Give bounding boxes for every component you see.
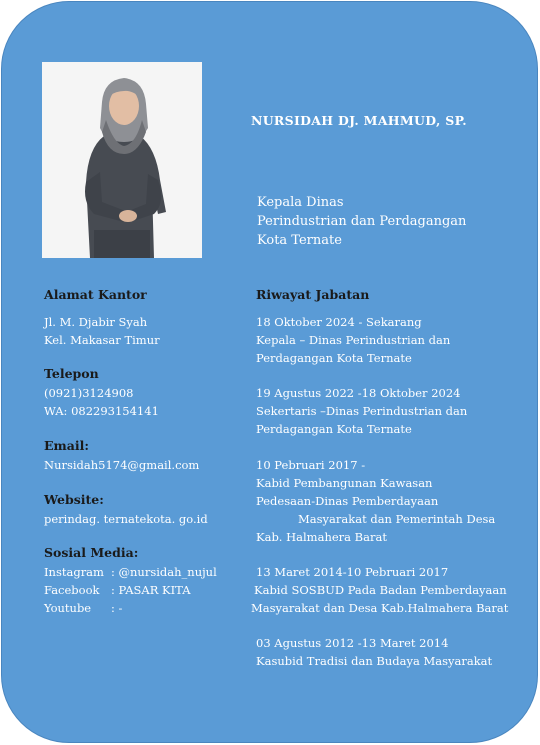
career-entry-line: Sekertaris –Dinas Perindustrian dan: [256, 404, 468, 418]
social-youtube-label: Youtube: [44, 601, 92, 615]
career-entry-line: Kasubid Tradisi dan Budaya Masyarakat: [256, 654, 493, 668]
career-entry-line: Masyarakat dan Desa Kab.Halmahera Barat: [251, 601, 509, 615]
career-entry-line: Perdagangan Kota Ternate: [256, 422, 412, 436]
email-address: Nursidah5174@gmail.com: [44, 458, 200, 472]
person-name: NURSIDAH DJ. MAHMUD, SP.: [251, 113, 467, 128]
office-address-line: Jl. M. Djabir Syah: [44, 315, 148, 329]
website-address: perindag. ternatekota. go.id: [44, 512, 208, 526]
career-entry-line: Kepala – Dinas Perindustrian dan: [256, 333, 451, 347]
career-entry-line: Masyarakat dan Pemerintah Desa: [298, 512, 496, 526]
career-entry-line: Pedesaan-Dinas Pemberdayaan: [256, 494, 439, 508]
website-heading: Website:: [44, 492, 104, 507]
career-entry-date: 13 Maret 2014-10 Pebruari 2017: [256, 565, 449, 579]
career-entry-date: 10 Pebruari 2017 -: [256, 458, 366, 472]
phone-heading: Telepon: [44, 366, 99, 381]
career-history-heading: Riwayat Jabatan: [256, 287, 370, 302]
career-entry-line: Kabid Pembangunan Kawasan: [256, 476, 433, 490]
career-entry-line: Kabid SOSBUD Pada Badan Pemberdayaan: [254, 583, 507, 597]
social-youtube-value: : -: [111, 601, 123, 615]
social-instagram-value: : @nursidah_nujul: [111, 565, 217, 579]
position-line: Kota Ternate: [257, 233, 342, 248]
career-entry-date: 19 Agustus 2022 -18 Oktober 2024: [256, 386, 461, 400]
phone-number: (0921)3124908: [44, 386, 134, 400]
social-facebook-label: Facebook: [44, 583, 100, 597]
career-entry-line: Kab. Halmahera Barat: [256, 530, 387, 544]
position-title: [257, 193, 466, 250]
profile-card: [1, 1, 538, 743]
career-entry-date: 03 Agustus 2012 -13 Maret 2014: [256, 636, 449, 650]
person-portrait-image: [42, 62, 202, 258]
office-address-heading: Alamat Kantor: [44, 287, 147, 302]
email-heading: Email:: [44, 438, 89, 453]
whatsapp-number: WA: 082293154141: [44, 404, 159, 418]
social-instagram-label: Instagram: [44, 565, 104, 579]
office-address-line: Kel. Makasar Timur: [44, 333, 160, 347]
position-line: Perindustrian dan Perdagangan: [257, 214, 467, 229]
social-facebook-value: : PASAR KITA: [111, 583, 191, 597]
career-entry-line: Perdagangan Kota Ternate: [256, 351, 412, 365]
profile-photo: [42, 62, 202, 258]
position-line: Kepala Dinas: [257, 195, 344, 210]
social-media-heading: Sosial Media:: [44, 545, 139, 560]
career-entry-date: 18 Oktober 2024 - Sekarang: [256, 315, 422, 329]
